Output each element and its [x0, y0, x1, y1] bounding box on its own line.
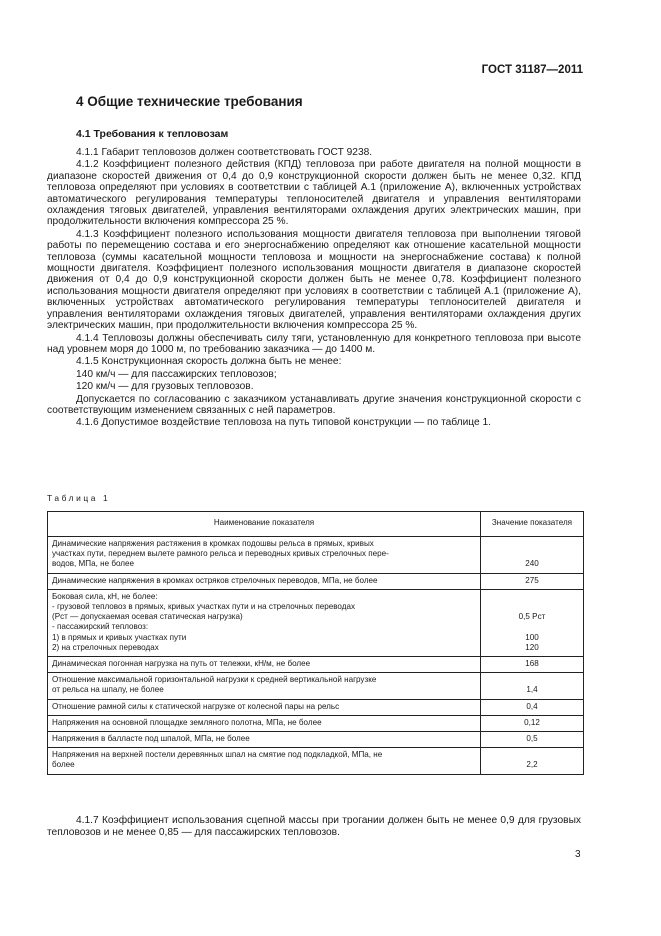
- table-row: [48, 589, 584, 656]
- indicator-value-line: 0,12: [524, 717, 540, 727]
- indicator-value-cell: [481, 715, 584, 731]
- paragraph-4-1-2: 4.1.2 Коэффициент полезного действия (КПД) тепловоза при работе двигателя на полной мощности в диапазоне скоростей движения от 0,4 до 0,9 конструкционной скорости должен быть не менее 0,32. КПД тепловоза определяют при условиях в соответствии с таблицей А.1 (приложение А), включенных устройствах автоматического регулирования температуры теплоносителей двигателя и управления вентиляторами охлаждения тяговых двигателей, управления вентиляторами охлаждения других электрических машин, при продолжительности включения компрессора 25 %.: [47, 159, 581, 228]
- indicator-name-cell: [48, 573, 481, 589]
- document-standard-header: ГОСТ 31187—2011: [481, 64, 583, 76]
- indicator-value-cell: [481, 573, 584, 589]
- table-row: [48, 573, 584, 589]
- indicator-name-line: более: [52, 760, 75, 770]
- indicator-name-line: Напряжения в балласте под шпалой, МПа, не более: [52, 734, 250, 744]
- indicator-name-line: Напряжения на верхней постели деревянных шпал на смятие под подкладкой, МПа, не: [52, 750, 383, 760]
- indicator-name-line: Напряжения на основной площадке земляного полотна, МПа, не более: [52, 717, 322, 727]
- table-row: [48, 657, 584, 673]
- section-title: 4 Общие технические требования: [76, 94, 303, 109]
- indicator-value-line: [485, 592, 579, 602]
- table-header-row: [48, 512, 584, 537]
- paragraph-4-1-7: 4.1.7 Коэффициент использования сцепной массы при трогании должен быть не менее 0,9 для грузовых тепловозов и не менее 0,85 — для пассажирских тепловозов.: [47, 815, 581, 838]
- indicator-name-line: водов, МПа, не более: [52, 559, 135, 569]
- paragraph-4-1-3: 4.1.3 Коэффициент полезного использования мощности двигателя тепловоза при выполнении тяговой работы по перемещению состава и его энергоснабжению определяют как отношение касательной мощности тепловоза (суммы касательной мощности тепловоза и мощности на энергоснабжение состава) к полной мощности двигателя. Коэффициент полезного использования мощности двигателя в диапазоне скоростей движения от 0,4 до 0,9 конструкционной скорости должен быть не менее 0,78. Коэффициент полезного использования мощности двигателя определяют при условиях в соответствии с таблицей А.1 (приложение А), включенных устройствах автоматического регулирования температуры теплоносителей двигателя и управления вентиляторами охлаждения тяговых двигателей, управления вентиляторами охлаждения других электрических машин, при продолжительности включения компрессора 25 %.: [47, 228, 581, 332]
- indicator-value-cell: [481, 699, 584, 715]
- requirements-table: [47, 511, 584, 775]
- paragraph-4-1-4: 4.1.4 Тепловозы должны обеспечивать силу тяги, установленную для конкретного тепловоза при высоте над уровнем моря до 1000 м, по требованию заказчика — до 1400 м.: [47, 332, 581, 355]
- table-row: [48, 748, 584, 774]
- subsection-title: 4.1 Требования к тепловозам: [76, 128, 229, 140]
- indicator-value-line: 0,5 Pст: [518, 612, 546, 622]
- header-name: Наименование показателя: [48, 512, 481, 537]
- indicator-name-line: 1) в прямых и кривых участках пути: [52, 632, 187, 642]
- indicator-name-cell: [48, 699, 481, 715]
- indicator-value-cell: [481, 748, 584, 774]
- indicator-name-line: Отношение рамной силы к статической нагрузке от колесной пары на рельс: [52, 701, 340, 711]
- table-row: [48, 537, 584, 574]
- after-table-text: [47, 815, 581, 838]
- paragraph-4-1-1: 4.1.1 Габарит тепловозов должен соответствовать ГОСТ 9238.: [76, 147, 373, 158]
- indicator-value-line: [485, 622, 579, 632]
- indicator-value-line: 275: [525, 575, 539, 585]
- table-caption: Таблица 1: [47, 493, 111, 503]
- indicator-value-line: 1,4: [526, 685, 538, 695]
- indicator-name-cell: [48, 537, 481, 574]
- indicator-name-line: Боковая сила, кН, не более:: [52, 591, 158, 601]
- table-row: [48, 715, 584, 731]
- indicator-name-line: Динамические напряжения в кромках остряков стрелочных переводов, МПа, не более: [52, 575, 378, 585]
- indicator-name-cell: [48, 673, 481, 699]
- indicator-value-line: 0,5: [526, 734, 538, 744]
- indicator-value-line: 2,2: [526, 760, 538, 770]
- indicator-value-line: [485, 602, 579, 612]
- indicator-value-line: 240: [525, 559, 539, 569]
- indicator-value-cell: [481, 657, 584, 673]
- indicator-value-line: 168: [525, 659, 539, 669]
- indicator-name-cell: [48, 657, 481, 673]
- indicator-name-cell: [48, 732, 481, 748]
- indicator-name-line: Динамические напряжения растяжения в кромках подошвы рельса в прямых, кривых: [52, 539, 374, 548]
- paragraph-allowance: Допускается по согласованию с заказчиком устанавливать другие значения конструкционной скорости с соответствующим изменением связанных с ней параметров.: [47, 393, 581, 416]
- paragraph-4-1-5: 4.1.5 Конструкционная скорость должна быть не менее:: [76, 356, 342, 368]
- indicator-value-cell: [481, 732, 584, 748]
- table-row: [48, 699, 584, 715]
- indicator-name-line: от рельса на шпалу, не более: [52, 685, 164, 695]
- table-row: [48, 732, 584, 748]
- indicator-name-cell: [48, 748, 481, 774]
- indicator-name-line: Отношение максимальной горизонтальной нагрузки к средней вертикальной нагрузке: [52, 675, 377, 685]
- indicator-value-cell: [481, 589, 584, 656]
- body-text: [47, 147, 581, 430]
- indicator-name-cell: [48, 589, 481, 656]
- indicator-name-cell: [48, 715, 481, 731]
- indicator-name-line: - пассажирский тепловоз:: [52, 622, 149, 632]
- indicator-value-line: 100: [525, 632, 539, 642]
- indicator-name-line: 2) на стрелочных переводах: [52, 642, 159, 652]
- indicator-name-line: участках пути, переднем вылете рамного рельса и переводных кривых стрелочных пере-: [52, 549, 389, 559]
- indicator-name-line: (Pст — допускаемая осевая статическая нагрузка): [52, 612, 243, 622]
- indicator-value-line: 120: [525, 642, 539, 652]
- indicator-value-cell: [481, 673, 584, 699]
- speed-freight: 120 км/ч — для грузовых тепловозов.: [76, 381, 254, 393]
- table-row: [48, 673, 584, 699]
- page-number: 3: [575, 849, 581, 860]
- indicator-name-line: Динамическая погонная нагрузка на путь от тележки, кН/м, не более: [52, 659, 311, 669]
- paragraph-4-1-6: 4.1.6 Допустимое воздействие тепловоза на путь типовой конструкции — по таблице 1.: [76, 417, 492, 429]
- header-value: Значение показателя: [481, 512, 584, 537]
- indicator-value-line: 0,4: [526, 701, 538, 711]
- indicator-name-line: - грузовой тепловоз в прямых, кривых участках пути и на стрелочных переводах: [52, 602, 356, 612]
- indicator-value-cell: [481, 537, 584, 574]
- speed-passenger: 140 км/ч — для пассажирских тепловозов;: [76, 368, 277, 380]
